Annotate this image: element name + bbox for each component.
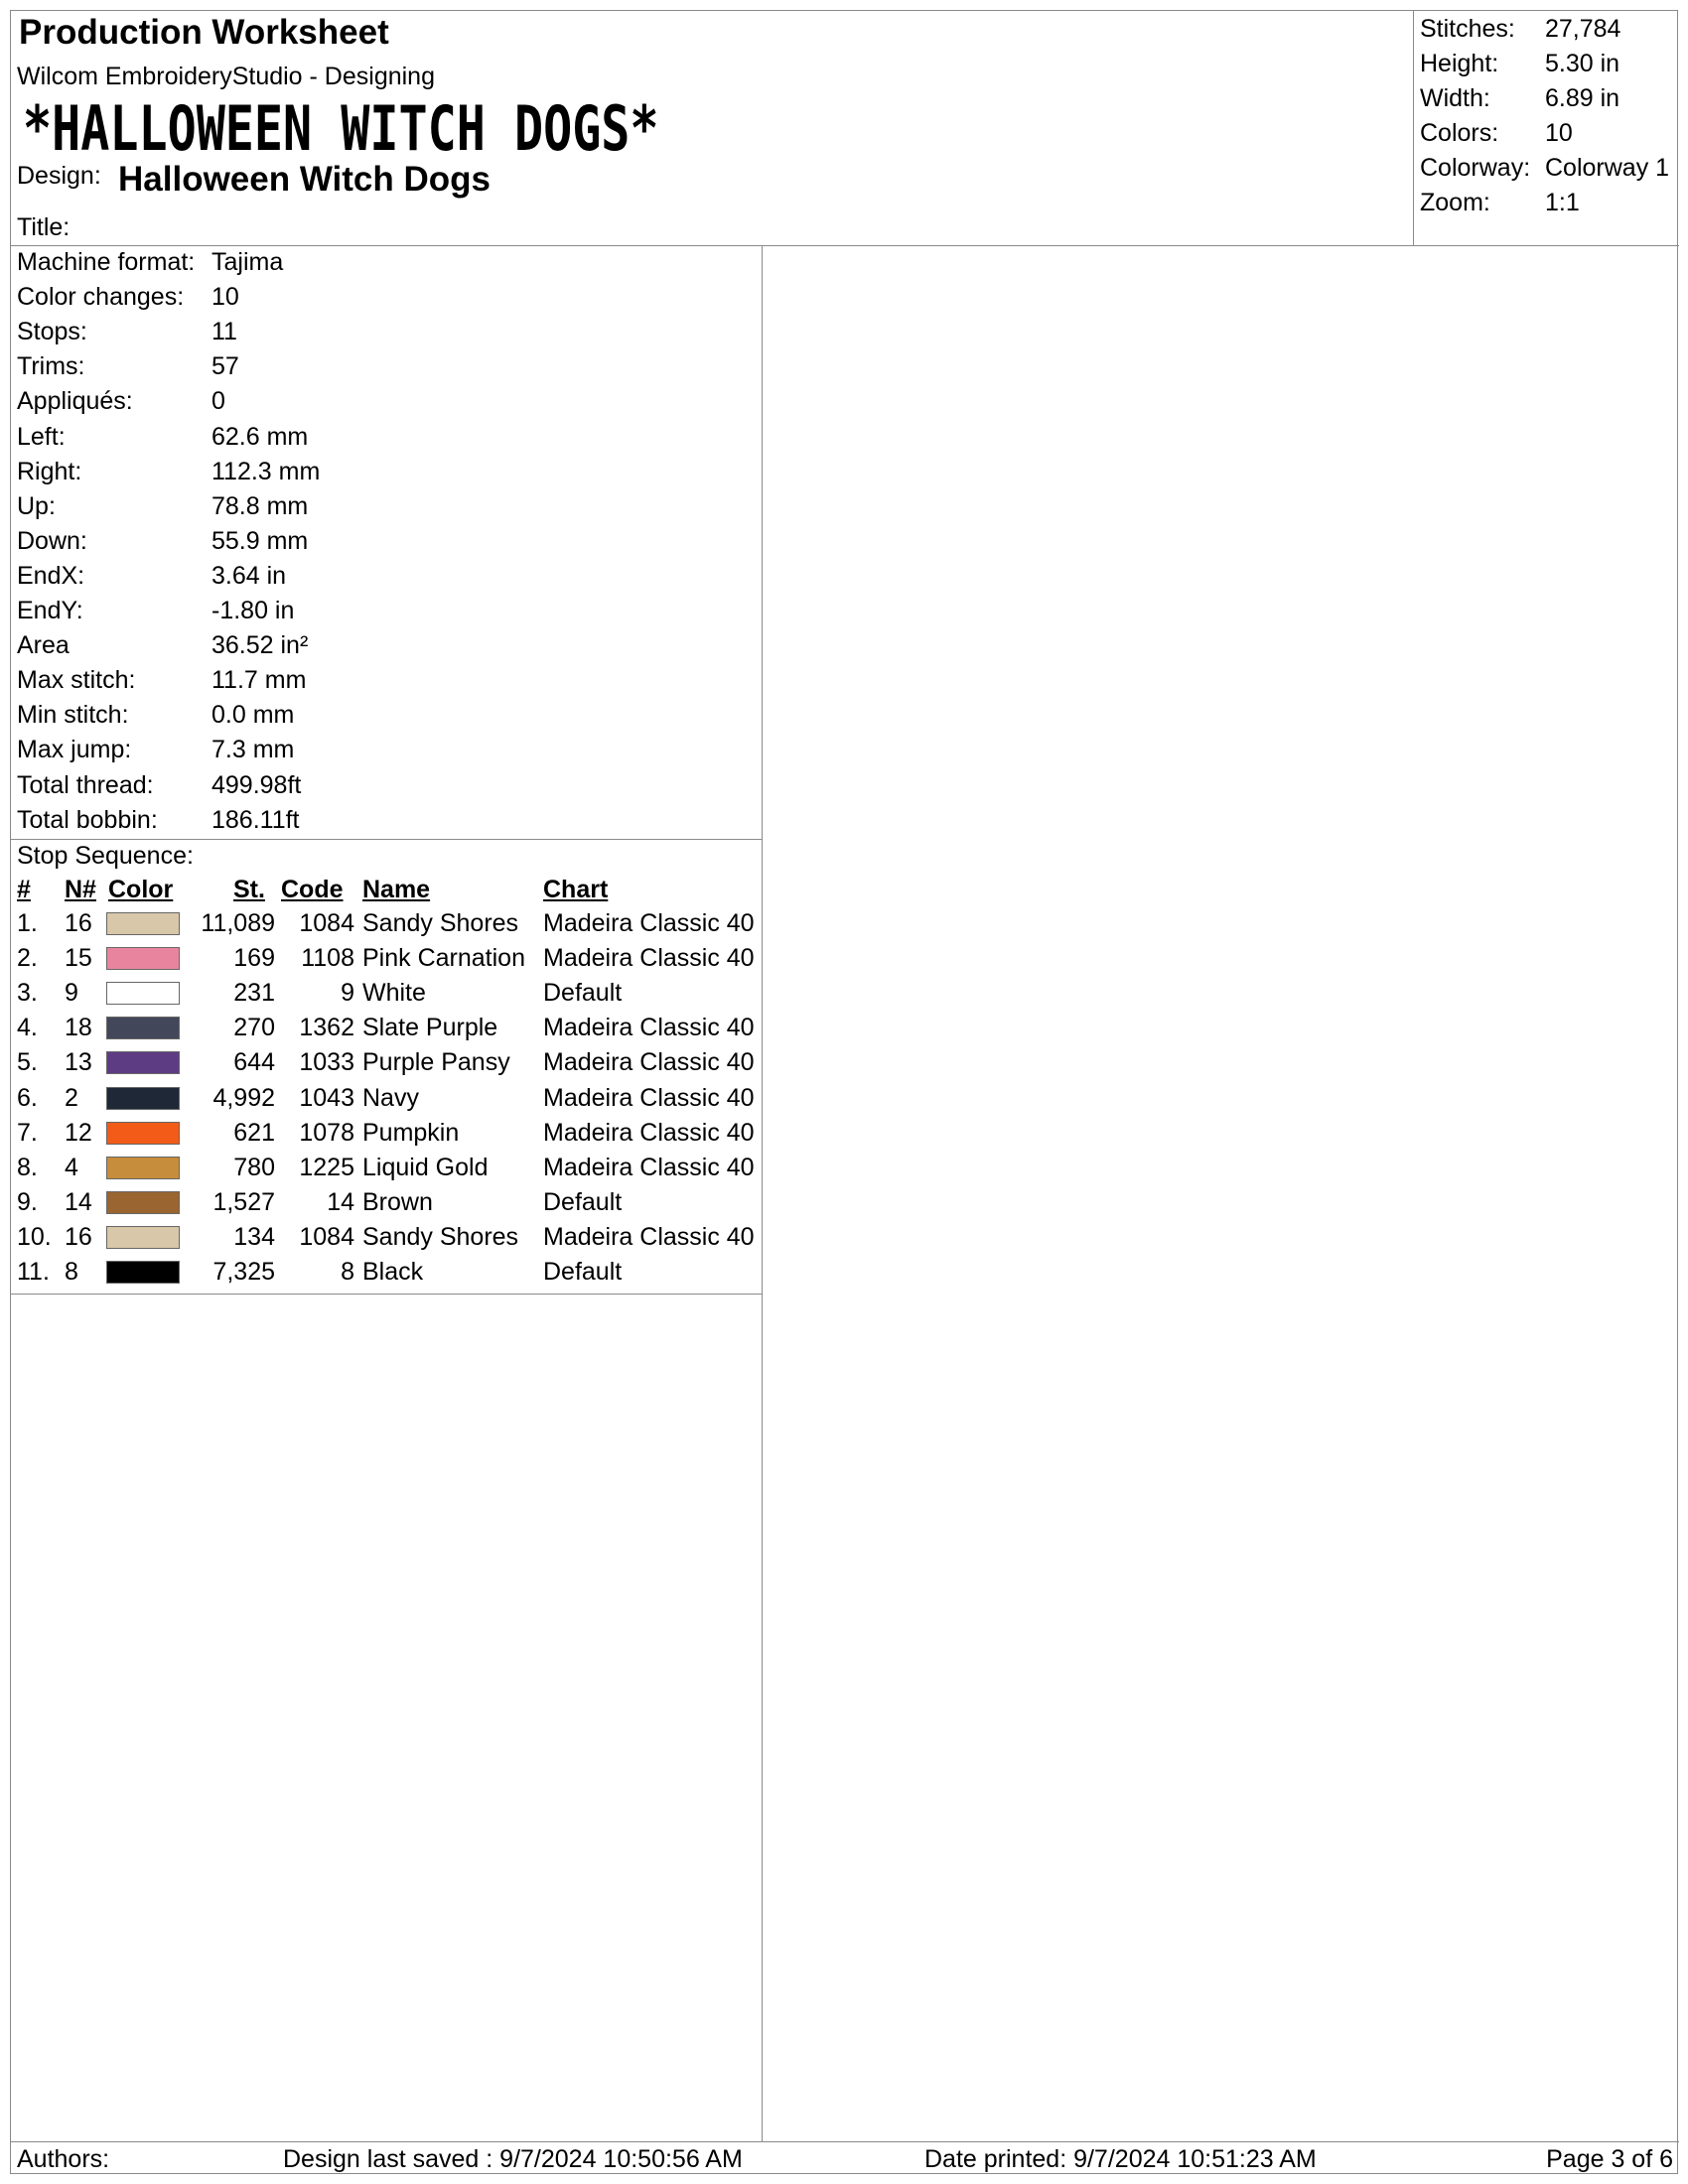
stat-label: Right: — [17, 457, 82, 485]
stop-number: 1. — [17, 909, 38, 937]
needle-number: 8 — [65, 1258, 78, 1286]
stitch-count: 134 — [233, 1222, 275, 1251]
stat-label: Total bobbin: — [17, 805, 158, 834]
thread-chart: Madeira Classic 40 — [543, 1153, 755, 1181]
stat-row — [17, 803, 752, 838]
worksheet-header — [11, 11, 1679, 246]
summary-value: Colorway 1 — [1545, 154, 1670, 182]
machine-stats — [11, 245, 762, 840]
thread-code: 8 — [341, 1258, 354, 1286]
production-worksheet — [10, 10, 1678, 2174]
design-name: Halloween Witch Dogs — [118, 160, 492, 199]
thread-chart: Madeira Classic 40 — [543, 1048, 755, 1077]
stop-number: 3. — [17, 979, 38, 1008]
thread-chart: Madeira Classic 40 — [543, 1014, 755, 1042]
stat-row — [17, 420, 752, 455]
stop-number: 6. — [17, 1083, 38, 1112]
date-printed: Date printed: 9/7/2024 10:51:23 AM — [924, 2145, 1317, 2173]
stat-value: 36.52 in² — [211, 631, 309, 660]
stat-value: 57 — [211, 352, 239, 381]
thread-chart: Default — [543, 979, 623, 1008]
summary-label: Width: — [1420, 84, 1490, 112]
color-swatch — [106, 1087, 180, 1110]
table-row — [11, 1220, 762, 1255]
color-swatch — [106, 1191, 180, 1214]
thread-name: White — [362, 979, 426, 1008]
stat-row — [17, 455, 752, 489]
stat-label: EndY: — [17, 597, 83, 624]
stat-row — [17, 768, 752, 803]
stitch-count: 1,527 — [212, 1187, 275, 1216]
stat-row — [17, 280, 752, 315]
stat-label: Color changes: — [17, 283, 185, 312]
stat-value: -1.80 in — [211, 597, 295, 624]
needle-number: 4 — [65, 1153, 78, 1181]
stop-number: 4. — [17, 1014, 38, 1042]
summary-value: 10 — [1545, 119, 1573, 147]
thread-code: 9 — [341, 979, 354, 1008]
needle-number: 9 — [65, 979, 78, 1008]
needle-number: 13 — [65, 1048, 92, 1077]
needle-number: 18 — [65, 1014, 92, 1042]
design-label: Design: — [17, 162, 101, 190]
stitch-count: 11,089 — [201, 909, 275, 937]
thread-chart: Madeira Classic 40 — [543, 944, 755, 973]
table-row — [11, 1185, 762, 1220]
stat-value: 62.6 mm — [211, 422, 309, 451]
stat-row — [17, 524, 752, 559]
stat-value: 186.11ft — [211, 805, 300, 834]
summary-label: Zoom: — [1420, 189, 1490, 216]
stat-label: Machine format: — [17, 248, 196, 276]
table-row — [11, 1081, 762, 1116]
software-name: Wilcom EmbroideryStudio - Designing — [17, 63, 435, 90]
worksheet-footer — [11, 2141, 1679, 2176]
thread-chart: Madeira Classic 40 — [543, 909, 755, 937]
summary-value: 6.89 in — [1545, 84, 1620, 112]
thread-chart: Madeira Classic 40 — [543, 1222, 755, 1251]
stop-number: 10. — [17, 1222, 52, 1251]
stat-value: 11.7 mm — [211, 666, 307, 695]
needle-number: 15 — [65, 944, 92, 973]
thread-code: 1043 — [299, 1083, 354, 1112]
thread-code: 1084 — [299, 909, 354, 937]
stat-label: Left: — [17, 422, 66, 451]
thread-name: Slate Purple — [362, 1014, 498, 1042]
summary-label: Colorway: — [1420, 154, 1531, 182]
stat-label: Down: — [17, 526, 87, 555]
stat-value: 499.98ft — [211, 770, 302, 799]
table-row — [11, 1011, 762, 1045]
thread-name: Pink Carnation — [362, 944, 525, 973]
thread-chart: Default — [543, 1187, 623, 1216]
stat-value: 112.3 mm — [211, 457, 321, 485]
stop-sequence — [11, 839, 762, 1295]
summary-value: 27,784 — [1545, 15, 1621, 43]
stat-label: Stops: — [17, 318, 87, 346]
color-swatch — [106, 1122, 180, 1145]
stop-number: 5. — [17, 1048, 38, 1077]
stop-number: 2. — [17, 944, 38, 973]
thread-name: Liquid Gold — [362, 1153, 489, 1181]
summary-value: 1:1 — [1545, 189, 1580, 216]
stitch-count: 169 — [233, 944, 275, 973]
thread-chart: Madeira Classic 40 — [543, 1083, 755, 1112]
header-needle: N# — [65, 876, 96, 903]
stat-row — [17, 245, 752, 280]
thread-code: 1225 — [299, 1153, 354, 1181]
stat-value: 0.0 mm — [211, 701, 295, 730]
stitch-count: 4,992 — [212, 1083, 275, 1112]
stat-row — [17, 489, 752, 524]
header-name: Name — [362, 876, 431, 903]
thread-code: 1033 — [299, 1048, 354, 1077]
stat-value: 10 — [211, 283, 239, 312]
stat-row — [17, 384, 752, 419]
design-banner: *HALLOWEEN WITCH DOGS* — [23, 92, 659, 165]
stat-label: Appliqués: — [17, 387, 133, 416]
thread-code: 14 — [327, 1187, 354, 1216]
summary-value: 5.30 in — [1545, 50, 1620, 77]
stat-row — [17, 594, 752, 628]
needle-number: 12 — [65, 1118, 92, 1147]
stop-number: 7. — [17, 1118, 38, 1147]
stat-label: Max stitch: — [17, 666, 136, 695]
stop-table-header — [11, 873, 762, 906]
thread-code: 1078 — [299, 1118, 354, 1147]
color-swatch — [106, 1226, 180, 1249]
table-row — [11, 1045, 762, 1080]
stop-number: 8. — [17, 1153, 38, 1181]
stitch-count: 270 — [233, 1014, 275, 1042]
stitch-count: 780 — [233, 1153, 275, 1181]
needle-number: 16 — [65, 909, 92, 937]
thread-name: Purple Pansy — [362, 1048, 510, 1077]
header-num: # — [17, 876, 31, 903]
summary-panel — [1413, 11, 1680, 245]
thread-name: Pumpkin — [362, 1118, 460, 1147]
table-row — [11, 1151, 762, 1185]
color-swatch — [106, 1017, 180, 1039]
summary-label: Stitches: — [1420, 15, 1515, 43]
needle-number: 16 — [65, 1222, 92, 1251]
table-row — [11, 941, 762, 976]
color-swatch — [106, 1261, 180, 1284]
stop-number: 11. — [17, 1258, 50, 1286]
title-label: Title: — [17, 213, 70, 241]
color-swatch — [106, 947, 180, 970]
stat-value: 11 — [211, 318, 237, 346]
thread-chart: Default — [543, 1258, 623, 1286]
stat-label: Up: — [17, 491, 56, 520]
color-swatch — [106, 982, 180, 1005]
summary-label: Height: — [1420, 50, 1499, 77]
last-saved: Design last saved : 9/7/2024 10:50:56 AM — [283, 2145, 743, 2173]
left-column — [11, 245, 763, 2141]
summary-label: Colors: — [1420, 119, 1499, 147]
table-row — [11, 906, 762, 941]
stat-label: Trims: — [17, 352, 85, 381]
stat-row — [17, 559, 752, 594]
header-chart: Chart — [543, 876, 609, 903]
thread-code: 1108 — [301, 944, 354, 973]
stat-row — [17, 628, 752, 663]
page-title: Production Worksheet — [19, 13, 389, 52]
stitch-count: 7,325 — [212, 1258, 275, 1286]
header-code: Code — [281, 876, 344, 903]
authors-label: Authors: — [17, 2145, 110, 2173]
header-stitches: St. — [233, 876, 265, 903]
thread-name: Sandy Shores — [362, 909, 519, 937]
stat-label: Total thread: — [17, 770, 154, 799]
stat-value: 55.9 mm — [211, 526, 309, 555]
stat-label: Min stitch: — [17, 701, 129, 730]
color-swatch — [106, 1157, 180, 1179]
needle-number: 14 — [65, 1187, 92, 1216]
stat-value: 78.8 mm — [211, 491, 309, 520]
stitch-count: 621 — [233, 1118, 275, 1147]
stat-label: EndX: — [17, 561, 85, 590]
color-swatch — [106, 1051, 180, 1074]
stat-row — [17, 663, 752, 698]
stat-label: Area — [17, 631, 70, 660]
thread-chart: Madeira Classic 40 — [543, 1118, 755, 1147]
table-row — [11, 1255, 762, 1290]
stitch-count: 231 — [233, 979, 275, 1008]
stop-sequence-title: Stop Sequence: — [17, 842, 194, 870]
page-number: Page 3 of 6 — [1546, 2145, 1673, 2173]
thread-name: Brown — [362, 1187, 433, 1216]
table-row — [11, 976, 762, 1011]
color-swatch — [106, 912, 180, 935]
thread-name: Sandy Shores — [362, 1222, 519, 1251]
stitch-count: 644 — [233, 1048, 275, 1077]
stat-label: Max jump: — [17, 736, 132, 764]
stop-number: 9. — [17, 1187, 38, 1216]
table-row — [11, 1116, 762, 1151]
stat-value: 3.64 in — [211, 561, 287, 590]
stat-row — [17, 698, 752, 733]
thread-name: Navy — [362, 1083, 419, 1112]
stat-row — [17, 349, 752, 384]
needle-number: 2 — [65, 1083, 78, 1112]
stat-row — [17, 733, 752, 767]
thread-code: 1362 — [299, 1014, 354, 1042]
header-color: Color — [108, 876, 174, 903]
thread-name: Black — [362, 1258, 424, 1286]
stat-value: 7.3 mm — [211, 736, 295, 764]
stat-row — [17, 315, 752, 349]
thread-code: 1084 — [299, 1222, 354, 1251]
stat-value: 0 — [211, 387, 225, 416]
stat-value: Tajima — [211, 248, 284, 276]
